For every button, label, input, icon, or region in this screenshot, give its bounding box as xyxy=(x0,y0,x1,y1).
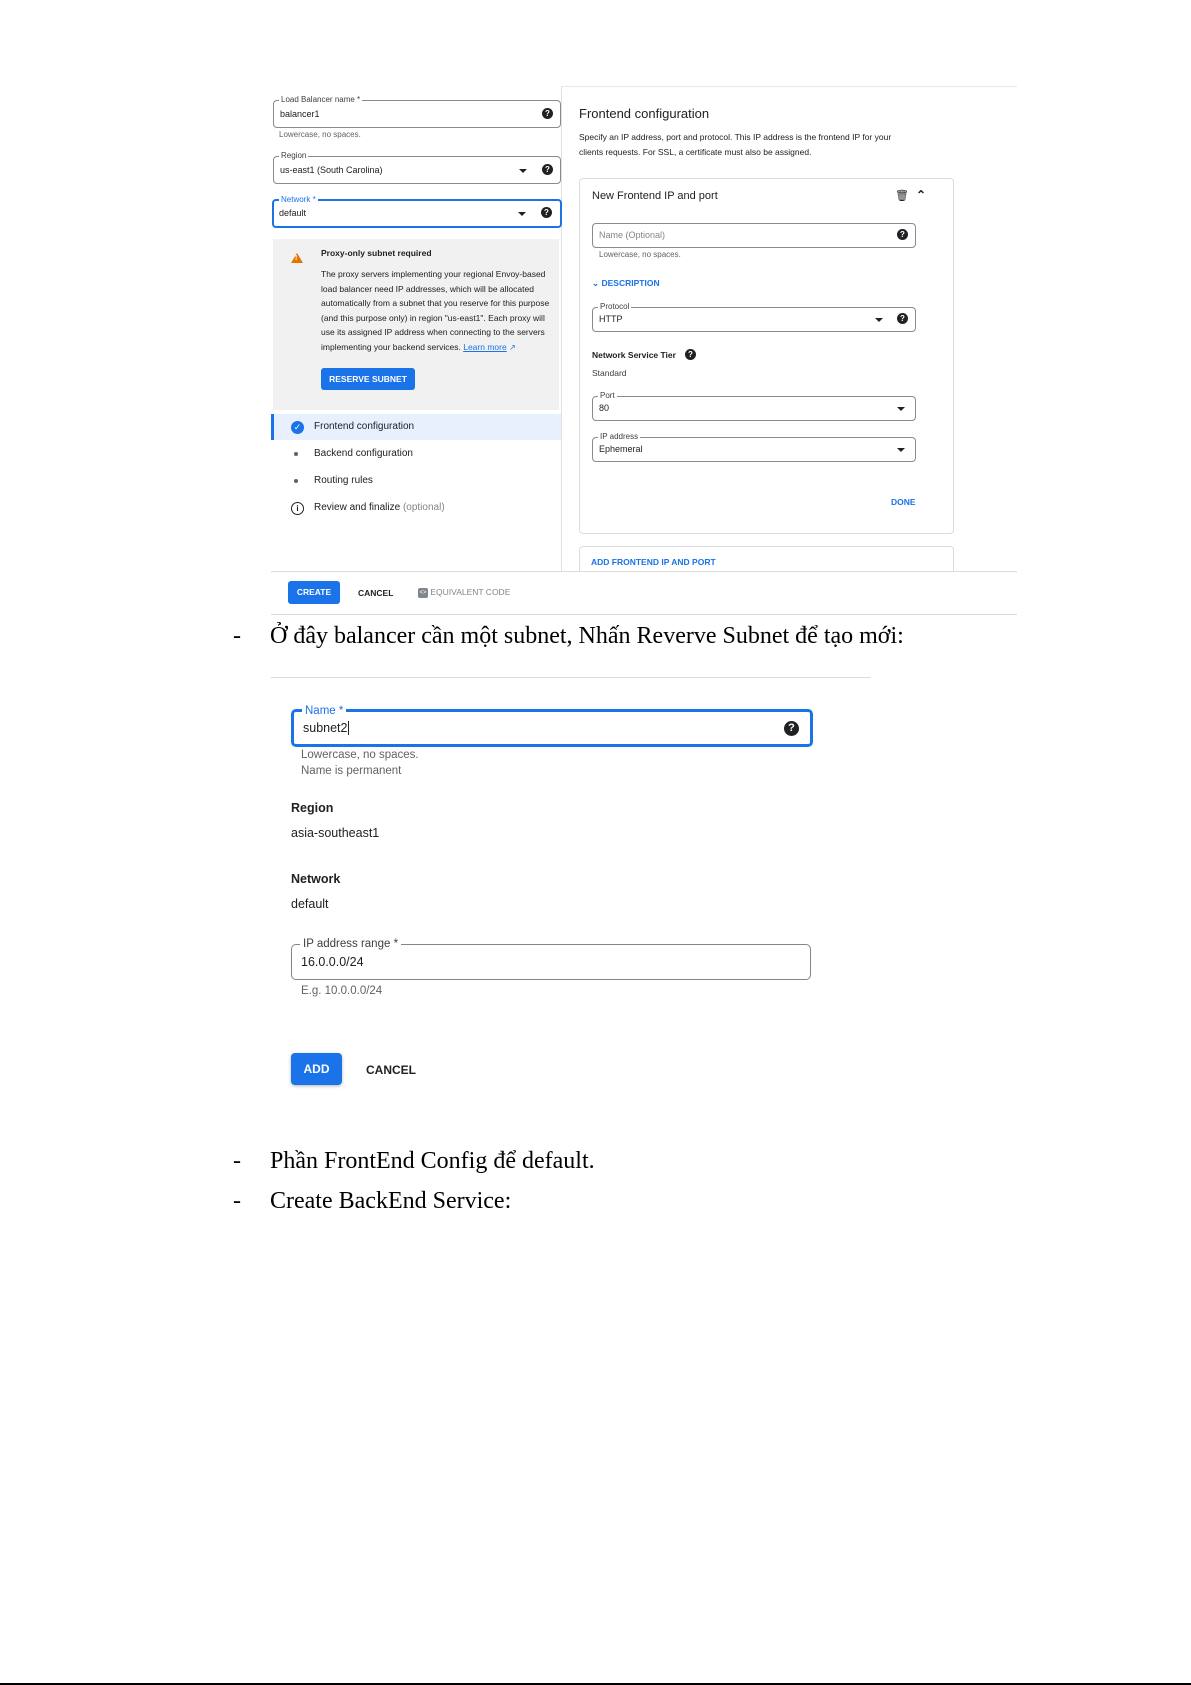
description-toggle[interactable] xyxy=(592,278,660,289)
network-value: default xyxy=(279,208,307,218)
footer-bar xyxy=(271,571,1017,615)
step-label xyxy=(314,502,445,513)
chevron-down-icon: ⌄ xyxy=(592,278,600,288)
region-label: Region xyxy=(291,801,334,815)
region-label: Region xyxy=(281,151,307,160)
step-label-text: Review and finalize xyxy=(314,502,401,513)
region-value: asia-southeast1 xyxy=(291,826,380,840)
text-cursor xyxy=(348,721,349,735)
ip-address-label: IP address xyxy=(600,432,639,441)
lb-name-value: balancer1 xyxy=(280,109,320,119)
add-button[interactable]: ADD xyxy=(291,1053,342,1085)
network-select[interactable] xyxy=(272,195,562,228)
frontend-name-field[interactable] xyxy=(592,223,916,248)
frontend-description-2: clients requests. For SSL, a certificate must also be assigned. xyxy=(579,147,812,157)
port-select[interactable] xyxy=(592,391,916,421)
ip-range-label: IP address range * xyxy=(300,937,401,951)
chevron-up-icon[interactable]: ⌃ xyxy=(916,188,927,202)
dropdown-caret-icon xyxy=(897,448,905,452)
cancel-button[interactable]: CANCEL xyxy=(358,588,394,598)
frontend-name-hint: Lowercase, no spaces. xyxy=(599,250,681,259)
bullet-icon xyxy=(294,479,298,483)
done-button[interactable]: DONE xyxy=(891,497,916,507)
step-optional: (optional) xyxy=(402,502,445,513)
bullet-icon xyxy=(294,452,298,456)
warning-icon: ! xyxy=(291,253,303,263)
network-value: default xyxy=(291,897,329,911)
ip-range-field[interactable] xyxy=(291,938,811,980)
load-balancer-form-screenshot xyxy=(271,86,1017,613)
doc-line-3: Create BackEnd Service: xyxy=(270,1188,512,1214)
frontend-title: Frontend configuration xyxy=(579,106,710,121)
create-button[interactable]: CREATE xyxy=(288,581,340,604)
protocol-value: HTTP xyxy=(599,314,623,324)
step-label: Backend configuration xyxy=(314,448,413,459)
port-label: Port xyxy=(600,391,615,400)
external-link-icon: ↗ xyxy=(509,342,516,352)
ip-range-hint: E.g. 10.0.0.0/24 xyxy=(301,985,383,997)
frontend-name-placeholder: Name (Optional) xyxy=(599,230,666,240)
code-icon: <> xyxy=(419,589,427,596)
ip-address-value: Ephemeral xyxy=(599,444,643,454)
bullet-dash: - xyxy=(233,623,241,649)
help-icon[interactable]: ? xyxy=(897,313,908,324)
help-icon[interactable]: ? xyxy=(541,207,552,218)
warning-body xyxy=(321,267,553,355)
step-routing-rules[interactable] xyxy=(271,468,561,494)
doc-line-2: Phần FrontEnd Config để default. xyxy=(270,1148,595,1174)
dropdown-caret-icon xyxy=(519,169,527,173)
step-frontend-configuration[interactable] xyxy=(271,414,561,440)
cancel-button[interactable]: CANCEL xyxy=(366,1063,416,1077)
dropdown-caret-icon xyxy=(518,212,526,216)
help-icon[interactable]: ? xyxy=(685,349,696,360)
trash-icon[interactable]: 🗑 xyxy=(895,190,909,202)
lb-name-field[interactable] xyxy=(273,95,561,128)
reserve-subnet-button[interactable]: RESERVE SUBNET xyxy=(321,368,415,390)
card-title: New Frontend IP and port xyxy=(592,190,718,202)
warning-text: The proxy servers implementing your regional Envoy-based load balancer need IP addresses, which will be allocated automatically from a subnet that you reserve for this purpose (and this purpose only) in region "us-east1". Each proxy will use its assigned IP address when connecting to the servers implementing your backend services. xyxy=(321,269,550,352)
new-frontend-card xyxy=(579,178,954,534)
doc-line-1: Ở đây balancer cần một subnet, Nhấn Reverve Subnet để tạo mới: xyxy=(270,623,904,649)
ip-range-value: 16.0.0.0/24 xyxy=(301,955,364,969)
step-label: Frontend configuration xyxy=(314,421,415,432)
protocol-label: Protocol xyxy=(600,302,630,311)
equivalent-code-button[interactable] xyxy=(418,587,510,598)
help-icon[interactable]: ? xyxy=(784,721,799,736)
step-backend-configuration[interactable] xyxy=(271,441,561,467)
bullet-dash: - xyxy=(233,1148,241,1174)
check-circle-icon: ✓ xyxy=(291,421,304,434)
region-value: us-east1 (South Carolina) xyxy=(280,165,383,175)
subnet-name-hint-1: Lowercase, no spaces. xyxy=(301,749,419,761)
help-icon[interactable]: ? xyxy=(542,164,553,175)
region-select[interactable] xyxy=(273,151,561,184)
help-icon[interactable]: ? xyxy=(897,229,908,240)
step-label: Routing rules xyxy=(314,475,373,486)
network-tier-label: Network Service Tier xyxy=(592,350,676,360)
warning-title: Proxy-only subnet required xyxy=(321,248,432,258)
add-frontend-card[interactable] xyxy=(579,546,954,572)
ip-address-select[interactable] xyxy=(592,432,916,462)
subnet-name-value xyxy=(303,721,349,735)
add-frontend-button[interactable]: ADD FRONTEND IP AND PORT xyxy=(591,557,716,567)
network-label: Network * xyxy=(281,195,316,204)
frontend-description-1: Specify an IP address, port and protocol. This IP address is the frontend IP for your xyxy=(579,132,892,142)
subnet-name-label: Name * xyxy=(302,704,346,718)
subnet-name-hint-2: Name is permanent xyxy=(301,765,402,777)
bullet-dash: - xyxy=(233,1188,241,1214)
network-tier-value: Standard xyxy=(592,368,627,378)
dropdown-caret-icon xyxy=(875,318,883,322)
reserve-subnet-form-screenshot xyxy=(271,677,871,1098)
equivalent-code-label: EQUIVALENT CODE xyxy=(430,587,511,597)
learn-more-link[interactable]: Learn more xyxy=(463,341,507,352)
lb-name-hint: Lowercase, no spaces. xyxy=(279,130,361,139)
step-review-and-finalize[interactable] xyxy=(271,495,561,521)
subnet-name-text: subnet2 xyxy=(303,721,348,735)
proxy-subnet-warning xyxy=(273,239,559,410)
info-icon: i xyxy=(291,502,304,515)
protocol-select[interactable] xyxy=(592,302,916,332)
description-toggle-label: DESCRIPTION xyxy=(601,278,660,288)
subnet-name-field[interactable] xyxy=(291,705,813,747)
left-panel xyxy=(271,86,562,571)
lb-name-label: Load Balancer name * xyxy=(281,95,361,104)
port-value: 80 xyxy=(599,403,610,413)
dropdown-caret-icon xyxy=(897,407,905,411)
help-icon[interactable]: ? xyxy=(542,108,553,119)
network-label: Network xyxy=(291,872,341,886)
frontend-panel xyxy=(562,86,1017,572)
